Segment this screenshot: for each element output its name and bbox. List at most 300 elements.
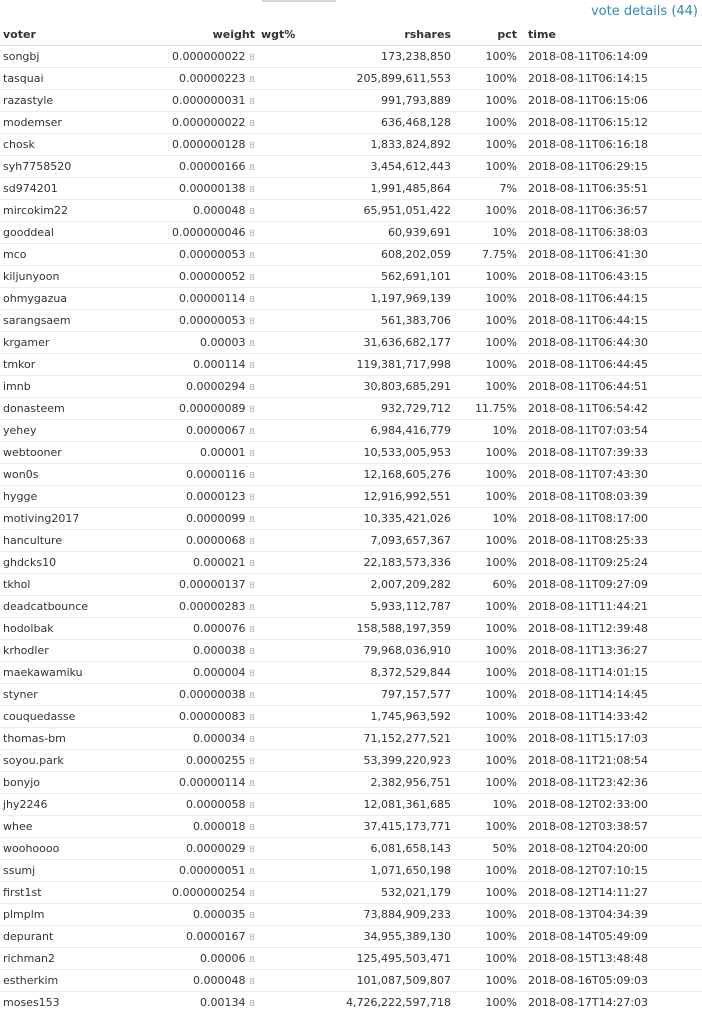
voter-cell[interactable]: thomas-bm xyxy=(0,728,110,750)
pct-cell: 100% xyxy=(454,90,520,112)
weight-value: 0.000048 xyxy=(193,974,246,987)
rshares-cell: 10,533,005,953 xyxy=(298,442,454,464)
vote-details-label: vote details xyxy=(591,4,667,19)
rshares-cell: 65,951,051,422 xyxy=(298,200,454,222)
voter-cell[interactable]: webtooner xyxy=(0,442,110,464)
table-row xyxy=(0,332,702,354)
weight-value: 0.00000038 xyxy=(179,688,245,701)
table-row xyxy=(0,618,702,640)
rshares-cell: 22,183,573,336 xyxy=(298,552,454,574)
voter-cell[interactable]: mco xyxy=(0,244,110,266)
weight-value: 0.000048 xyxy=(193,204,246,217)
rshares-cell: 101,087,509,807 xyxy=(298,970,454,992)
voter-cell[interactable]: mircokim22 xyxy=(0,200,110,222)
voter-cell[interactable]: bonyjo xyxy=(0,772,110,794)
weight-value: 0.00000138 xyxy=(179,182,245,195)
wgt-pct-cell xyxy=(258,728,298,750)
wgt-pct-cell xyxy=(258,310,298,332)
time-cell: 2018-08-11T06:44:30 xyxy=(520,332,702,354)
time-cell: 2018-08-12T14:11:27 xyxy=(520,882,702,904)
voter-cell[interactable]: depurant xyxy=(0,926,110,948)
rshares-cell: 71,152,277,521 xyxy=(298,728,454,750)
weight-value: 0.000000128 xyxy=(172,138,245,151)
weight-cell xyxy=(110,838,258,860)
pct-cell: 100% xyxy=(454,310,520,332)
vote-rows xyxy=(0,46,702,1013)
weight-cell xyxy=(110,684,258,706)
time-cell: 2018-08-11T21:08:54 xyxy=(520,750,702,772)
weight-unit: B xyxy=(250,603,256,612)
table-row xyxy=(0,816,702,838)
weight-cell xyxy=(110,244,258,266)
table-row xyxy=(0,442,702,464)
weight-value: 0.00000051 xyxy=(179,864,245,877)
weight-cell xyxy=(110,904,258,926)
table-row xyxy=(0,200,702,222)
voter-cell[interactable]: tmkor xyxy=(0,354,110,376)
pct-cell: 100% xyxy=(454,442,520,464)
weight-cell xyxy=(110,772,258,794)
weight-value: 0.00000114 xyxy=(179,776,245,789)
rshares-cell: 532,021,179 xyxy=(298,882,454,904)
pct-cell: 100% xyxy=(454,134,520,156)
weight-unit: B xyxy=(250,427,256,436)
pct-cell: 100% xyxy=(454,662,520,684)
wgt-pct-cell xyxy=(258,420,298,442)
weight-unit: B xyxy=(250,185,256,194)
weight-cell xyxy=(110,68,258,90)
weight-value: 0.000004 xyxy=(193,666,246,679)
pct-cell: 7% xyxy=(454,178,520,200)
pct-cell: 100% xyxy=(454,948,520,970)
wgt-pct-cell xyxy=(258,178,298,200)
voter-cell[interactable]: styner xyxy=(0,684,110,706)
weight-unit: B xyxy=(250,625,256,634)
voter-cell[interactable]: krhodler xyxy=(0,640,110,662)
voter-cell[interactable]: syh7758520 xyxy=(0,156,110,178)
weight-value: 0.000076 xyxy=(193,622,246,635)
wgt-pct-cell xyxy=(258,640,298,662)
voter-cell[interactable]: razastyle xyxy=(0,90,110,112)
time-cell: 2018-08-12T04:20:00 xyxy=(520,838,702,860)
table-row xyxy=(0,68,702,90)
time-cell: 2018-08-11T06:15:12 xyxy=(520,112,702,134)
table-row xyxy=(0,948,702,970)
wgt-pct-cell xyxy=(258,596,298,618)
rshares-cell: 3,454,612,443 xyxy=(298,156,454,178)
weight-value: 0.000000046 xyxy=(172,226,245,239)
table-row xyxy=(0,684,702,706)
weight-value: 0.00000223 xyxy=(179,72,245,85)
weight-unit: B xyxy=(250,779,256,788)
wgt-pct-cell xyxy=(258,904,298,926)
table-row xyxy=(0,464,702,486)
rshares-cell: 53,399,220,923 xyxy=(298,750,454,772)
time-cell: 2018-08-12T02:33:00 xyxy=(520,794,702,816)
pct-cell: 100% xyxy=(454,816,520,838)
weight-unit: B xyxy=(250,273,256,282)
pct-cell: 10% xyxy=(454,794,520,816)
wgt-pct-cell xyxy=(258,288,298,310)
time-cell: 2018-08-11T06:35:51 xyxy=(520,178,702,200)
rshares-cell: 561,383,706 xyxy=(298,310,454,332)
pct-cell: 100% xyxy=(454,904,520,926)
weight-cell xyxy=(110,178,258,200)
table-row xyxy=(0,288,702,310)
weight-value: 0.0000123 xyxy=(186,490,246,503)
rshares-cell: 991,793,889 xyxy=(298,90,454,112)
weight-unit: B xyxy=(250,999,256,1008)
time-cell: 2018-08-16T05:09:03 xyxy=(520,970,702,992)
wgt-pct-cell xyxy=(258,838,298,860)
voter-cell[interactable]: hodolbak xyxy=(0,618,110,640)
weight-value: 0.00000114 xyxy=(179,292,245,305)
weight-value: 0.000034 xyxy=(193,732,246,745)
time-cell: 2018-08-11T13:36:27 xyxy=(520,640,702,662)
voter-cell[interactable]: hygge xyxy=(0,486,110,508)
voter-cell[interactable]: woohoooo xyxy=(0,838,110,860)
table-row xyxy=(0,992,702,1013)
time-cell: 2018-08-17T14:27:03 xyxy=(520,992,702,1013)
table-row xyxy=(0,420,702,442)
pct-cell: 60% xyxy=(454,574,520,596)
pct-cell: 100% xyxy=(454,772,520,794)
table-row xyxy=(0,926,702,948)
table-row xyxy=(0,90,702,112)
weight-value: 0.000021 xyxy=(193,556,246,569)
weight-cell xyxy=(110,222,258,244)
rshares-cell: 10,335,421,026 xyxy=(298,508,454,530)
rshares-cell: 2,382,956,751 xyxy=(298,772,454,794)
weight-unit: B xyxy=(250,295,256,304)
rshares-cell: 1,745,963,592 xyxy=(298,706,454,728)
weight-unit: B xyxy=(250,449,256,458)
weight-value: 0.00000053 xyxy=(179,314,245,327)
time-cell: 2018-08-11T06:54:42 xyxy=(520,398,702,420)
weight-cell xyxy=(110,156,258,178)
weight-cell xyxy=(110,662,258,684)
rshares-cell: 8,372,529,844 xyxy=(298,662,454,684)
table-row xyxy=(0,354,702,376)
weight-cell xyxy=(110,420,258,442)
time-cell: 2018-08-11T06:38:03 xyxy=(520,222,702,244)
weight-value: 0.0000067 xyxy=(186,424,246,437)
voter-cell[interactable]: maekawamiku xyxy=(0,662,110,684)
time-cell: 2018-08-11T12:39:48 xyxy=(520,618,702,640)
weight-unit: B xyxy=(250,713,256,722)
time-cell: 2018-08-11T09:25:24 xyxy=(520,552,702,574)
time-cell: 2018-08-11T11:44:21 xyxy=(520,596,702,618)
weight-value: 0.00000052 xyxy=(179,270,245,283)
weight-cell xyxy=(110,794,258,816)
voter-cell[interactable]: sarangsaem xyxy=(0,310,110,332)
pct-cell: 10% xyxy=(454,222,520,244)
weight-value: 0.0000294 xyxy=(186,380,246,393)
pct-cell: 100% xyxy=(454,46,520,68)
table-row xyxy=(0,178,702,200)
weight-value: 0.000000031 xyxy=(172,94,245,107)
wgt-pct-cell xyxy=(258,706,298,728)
weight-unit: B xyxy=(250,933,256,942)
wgt-pct-cell xyxy=(258,816,298,838)
pct-cell: 100% xyxy=(454,728,520,750)
rshares-cell: 205,899,611,553 xyxy=(298,68,454,90)
wgt-pct-cell xyxy=(258,530,298,552)
col-header-weight[interactable]: weight xyxy=(110,24,258,46)
weight-unit: B xyxy=(250,559,256,568)
wgt-pct-cell xyxy=(258,508,298,530)
weight-value: 0.00000089 xyxy=(179,402,245,415)
wgt-pct-cell xyxy=(258,46,298,68)
pct-cell: 100% xyxy=(454,354,520,376)
weight-value: 0.0000068 xyxy=(186,534,246,547)
time-cell: 2018-08-14T05:49:09 xyxy=(520,926,702,948)
rshares-cell: 1,071,650,198 xyxy=(298,860,454,882)
pct-cell: 100% xyxy=(454,486,520,508)
time-cell: 2018-08-11T07:39:33 xyxy=(520,442,702,464)
pct-cell: 100% xyxy=(454,288,520,310)
col-header-wgt-pct[interactable]: wgt% xyxy=(258,24,298,46)
table-row xyxy=(0,112,702,134)
rshares-cell: 562,691,101 xyxy=(298,266,454,288)
weight-cell xyxy=(110,288,258,310)
col-header-voter[interactable]: voter xyxy=(0,24,110,46)
vote-details-link[interactable] xyxy=(591,4,698,19)
time-cell: 2018-08-13T04:34:39 xyxy=(520,904,702,926)
voter-cell[interactable]: plmplm xyxy=(0,904,110,926)
voter-cell[interactable]: hanculture xyxy=(0,530,110,552)
time-cell: 2018-08-11T14:14:45 xyxy=(520,684,702,706)
weight-value: 0.0000116 xyxy=(186,468,246,481)
voter-cell[interactable]: gooddeal xyxy=(0,222,110,244)
time-cell: 2018-08-11T06:15:06 xyxy=(520,90,702,112)
table-row xyxy=(0,134,702,156)
weight-value: 0.00000137 xyxy=(179,578,245,591)
rshares-cell: 5,933,112,787 xyxy=(298,596,454,618)
table-row xyxy=(0,46,702,68)
weight-cell xyxy=(110,750,258,772)
wgt-pct-cell xyxy=(258,552,298,574)
weight-unit: B xyxy=(250,823,256,832)
voter-cell[interactable]: couquedasse xyxy=(0,706,110,728)
wgt-pct-cell xyxy=(258,200,298,222)
weight-cell xyxy=(110,926,258,948)
time-cell: 2018-08-11T14:01:15 xyxy=(520,662,702,684)
weight-value: 0.00003 xyxy=(200,336,246,349)
table-row xyxy=(0,640,702,662)
weight-unit: B xyxy=(250,207,256,216)
weight-cell xyxy=(110,860,258,882)
weight-value: 0.000035 xyxy=(193,908,246,921)
vote-count: (44) xyxy=(671,4,698,19)
voter-cell[interactable]: tasquai xyxy=(0,68,110,90)
col-header-time[interactable]: time xyxy=(520,24,702,46)
votes-table xyxy=(0,24,702,1013)
pct-cell: 7.75% xyxy=(454,244,520,266)
pct-cell: 10% xyxy=(454,420,520,442)
time-cell: 2018-08-11T23:42:36 xyxy=(520,772,702,794)
voter-cell[interactable]: kiljunyoon xyxy=(0,266,110,288)
pct-cell: 100% xyxy=(454,112,520,134)
table-row xyxy=(0,552,702,574)
table-row xyxy=(0,750,702,772)
rshares-cell: 608,202,059 xyxy=(298,244,454,266)
time-cell: 2018-08-11T09:27:09 xyxy=(520,574,702,596)
time-cell: 2018-08-15T13:48:48 xyxy=(520,948,702,970)
weight-cell xyxy=(110,134,258,156)
weight-unit: B xyxy=(250,757,256,766)
weight-cell xyxy=(110,266,258,288)
rshares-cell: 158,588,197,359 xyxy=(298,618,454,640)
voter-cell[interactable]: donasteem xyxy=(0,398,110,420)
pct-cell: 10% xyxy=(454,508,520,530)
pct-cell: 100% xyxy=(454,68,520,90)
table-row xyxy=(0,706,702,728)
voter-cell[interactable]: whee xyxy=(0,816,110,838)
time-cell: 2018-08-11T06:44:15 xyxy=(520,288,702,310)
weight-unit: B xyxy=(250,845,256,854)
weight-value: 0.0000058 xyxy=(186,798,246,811)
weight-value: 0.000038 xyxy=(193,644,246,657)
voter-cell[interactable]: moses153 xyxy=(0,992,110,1013)
wgt-pct-cell xyxy=(258,68,298,90)
weight-cell xyxy=(110,46,258,68)
weight-value: 0.00000283 xyxy=(179,600,245,613)
weight-unit: B xyxy=(250,97,256,106)
time-cell: 2018-08-11T06:44:45 xyxy=(520,354,702,376)
pct-cell: 50% xyxy=(454,838,520,860)
pct-cell: 100% xyxy=(454,750,520,772)
table-row xyxy=(0,794,702,816)
rshares-cell: 12,081,361,685 xyxy=(298,794,454,816)
voter-cell[interactable]: ssumj xyxy=(0,860,110,882)
wgt-pct-cell xyxy=(258,750,298,772)
weight-cell xyxy=(110,552,258,574)
weight-value: 0.00006 xyxy=(200,952,246,965)
rshares-cell: 1,991,485,864 xyxy=(298,178,454,200)
weight-value: 0.00000083 xyxy=(179,710,245,723)
col-header-pct[interactable]: pct xyxy=(454,24,520,46)
voter-cell[interactable]: deadcatbounce xyxy=(0,596,110,618)
time-cell: 2018-08-11T08:03:39 xyxy=(520,486,702,508)
time-cell: 2018-08-11T06:36:57 xyxy=(520,200,702,222)
weight-cell xyxy=(110,90,258,112)
weight-cell xyxy=(110,574,258,596)
weight-cell xyxy=(110,508,258,530)
pct-cell: 100% xyxy=(454,156,520,178)
weight-unit: B xyxy=(250,581,256,590)
weight-unit: B xyxy=(250,141,256,150)
wgt-pct-cell xyxy=(258,882,298,904)
weight-cell xyxy=(110,728,258,750)
time-cell: 2018-08-11T07:03:54 xyxy=(520,420,702,442)
pct-cell: 100% xyxy=(454,200,520,222)
weight-value: 0.0000255 xyxy=(186,754,246,767)
voter-cell[interactable]: won0s xyxy=(0,464,110,486)
weight-value: 0.00001 xyxy=(200,446,246,459)
weight-cell xyxy=(110,398,258,420)
wgt-pct-cell xyxy=(258,354,298,376)
weight-cell xyxy=(110,992,258,1013)
time-cell: 2018-08-11T06:14:15 xyxy=(520,68,702,90)
wgt-pct-cell xyxy=(258,332,298,354)
voter-cell[interactable]: tkhol xyxy=(0,574,110,596)
voter-cell[interactable]: ohmygazua xyxy=(0,288,110,310)
voter-cell[interactable]: imnb xyxy=(0,376,110,398)
weight-unit: B xyxy=(250,801,256,810)
voter-cell[interactable]: sd974201 xyxy=(0,178,110,200)
voter-cell[interactable]: motiving2017 xyxy=(0,508,110,530)
rshares-cell: 34,955,389,130 xyxy=(298,926,454,948)
weight-cell xyxy=(110,310,258,332)
rshares-cell: 73,884,909,233 xyxy=(298,904,454,926)
voter-cell[interactable]: richman2 xyxy=(0,948,110,970)
rshares-cell: 119,381,717,998 xyxy=(298,354,454,376)
wgt-pct-cell xyxy=(258,970,298,992)
rshares-cell: 6,984,416,779 xyxy=(298,420,454,442)
weight-unit: B xyxy=(250,53,256,62)
table-row xyxy=(0,904,702,926)
pct-cell: 100% xyxy=(454,706,520,728)
wgt-pct-cell xyxy=(258,486,298,508)
pct-cell: 100% xyxy=(454,376,520,398)
weight-cell xyxy=(110,948,258,970)
voter-cell[interactable]: soyou.park xyxy=(0,750,110,772)
table-row xyxy=(0,596,702,618)
weight-unit: B xyxy=(250,361,256,370)
weight-unit: B xyxy=(250,405,256,414)
table-row xyxy=(0,882,702,904)
weight-value: 0.00000166 xyxy=(179,160,245,173)
voter-cell[interactable]: modemser xyxy=(0,112,110,134)
table-row xyxy=(0,376,702,398)
voter-cell[interactable]: estherkim xyxy=(0,970,110,992)
col-header-rshares[interactable]: rshares xyxy=(298,24,454,46)
wgt-pct-cell xyxy=(258,442,298,464)
weight-cell xyxy=(110,112,258,134)
wgt-pct-cell xyxy=(258,134,298,156)
wgt-pct-cell xyxy=(258,398,298,420)
voter-cell[interactable]: songbj xyxy=(0,46,110,68)
table-row xyxy=(0,310,702,332)
table-row xyxy=(0,772,702,794)
voter-cell[interactable]: first1st xyxy=(0,882,110,904)
weight-value: 0.000114 xyxy=(193,358,246,371)
weight-cell xyxy=(110,332,258,354)
voter-cell[interactable]: chosk xyxy=(0,134,110,156)
voter-cell[interactable]: ghdcks10 xyxy=(0,552,110,574)
weight-cell xyxy=(110,970,258,992)
rshares-cell: 173,238,850 xyxy=(298,46,454,68)
table-row xyxy=(0,574,702,596)
weight-cell xyxy=(110,882,258,904)
voter-cell[interactable]: krgamer xyxy=(0,332,110,354)
table-row xyxy=(0,662,702,684)
voter-cell[interactable]: yehey xyxy=(0,420,110,442)
voter-cell[interactable]: jhy2246 xyxy=(0,794,110,816)
scroll-indicator xyxy=(262,0,336,2)
wgt-pct-cell xyxy=(258,464,298,486)
weight-cell xyxy=(110,200,258,222)
weight-unit: B xyxy=(250,493,256,502)
weight-value: 0.000000022 xyxy=(172,116,245,129)
weight-unit: B xyxy=(250,317,256,326)
table-row xyxy=(0,838,702,860)
pct-cell: 100% xyxy=(454,464,520,486)
weight-value: 0.0000029 xyxy=(186,842,246,855)
weight-unit: B xyxy=(250,75,256,84)
header-row xyxy=(0,24,702,46)
